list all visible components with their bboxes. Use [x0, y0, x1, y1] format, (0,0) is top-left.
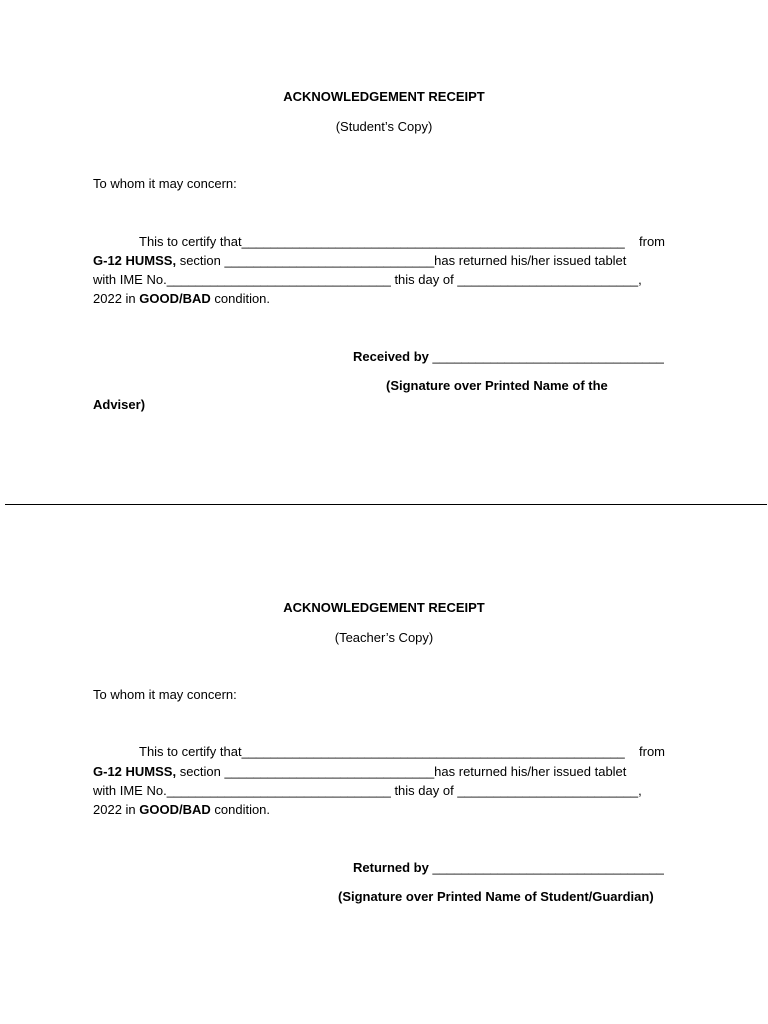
certify-text: This to certify that [139, 744, 242, 759]
salutation: To whom it may concern: [93, 176, 237, 191]
certify-line-2 [93, 253, 626, 269]
ime-blank: _______________________________ [166, 783, 391, 798]
salutation: To whom it may concern: [93, 687, 237, 702]
copy-subtitle: (Student’s Copy) [335, 119, 433, 134]
certify-line-3 [93, 272, 642, 288]
from-text: from [639, 744, 665, 759]
ime-text: with IME No. [93, 783, 167, 798]
certify-line-2 [93, 764, 626, 780]
receipt-title: ACKNOWLEDGEMENT RECEIPT [283, 600, 485, 615]
signature-blank: ________________________________ [432, 860, 664, 875]
condition-options: GOOD/BAD [139, 802, 211, 817]
signature-blank: ________________________________ [432, 349, 664, 364]
from-text: from [639, 234, 665, 249]
certify-line-4 [93, 802, 270, 818]
certify-line-1 [139, 234, 665, 250]
grade-strand: G-12 HUMSS, [93, 253, 177, 268]
ime-blank: _______________________________ [166, 272, 391, 287]
certify-line-4 [93, 291, 270, 307]
student-name-blank: _____________________________________________________ [241, 744, 625, 759]
year-text: 2022 in [93, 802, 140, 817]
grade-strand: G-12 HUMSS, [93, 764, 177, 779]
date-blank: _________________________ [457, 272, 639, 287]
returned-by-label: Returned by [353, 860, 433, 875]
copy-subtitle: (Teacher’s Copy) [334, 630, 434, 645]
section-blank: _____________________________ [224, 764, 435, 779]
day-text: this day of [390, 272, 458, 287]
section-blank: _____________________________ [224, 253, 435, 268]
signature-caption: (Signature over Printed Name of the [386, 378, 608, 393]
certify-line-3 [93, 783, 642, 799]
comma: , [638, 272, 642, 287]
signature-caption: (Signature over Printed Name of Student/Guardian) [338, 889, 654, 904]
certify-text: This to certify that [139, 234, 242, 249]
date-blank: _________________________ [457, 783, 639, 798]
day-text: this day of [390, 783, 458, 798]
returned-by-line [353, 860, 664, 876]
returned-text: has returned his/her issued tablet [434, 253, 627, 268]
returned-text: has returned his/her issued tablet [434, 764, 627, 779]
received-by-label: Received by [353, 349, 433, 364]
condition-text: condition. [210, 291, 271, 306]
section-text: section [176, 253, 225, 268]
ime-text: with IME No. [93, 272, 167, 287]
year-text: 2022 in [93, 291, 140, 306]
cut-line-divider [5, 504, 767, 505]
receipt-title: ACKNOWLEDGEMENT RECEIPT [283, 89, 485, 104]
section-text: section [176, 764, 225, 779]
signature-caption-cont: Adviser) [93, 397, 146, 412]
condition-options: GOOD/BAD [139, 291, 211, 306]
received-by-line [353, 349, 664, 365]
comma: , [638, 783, 642, 798]
student-name-blank: _____________________________________________________ [241, 234, 625, 249]
certify-line-1 [139, 744, 665, 760]
condition-text: condition. [210, 802, 271, 817]
